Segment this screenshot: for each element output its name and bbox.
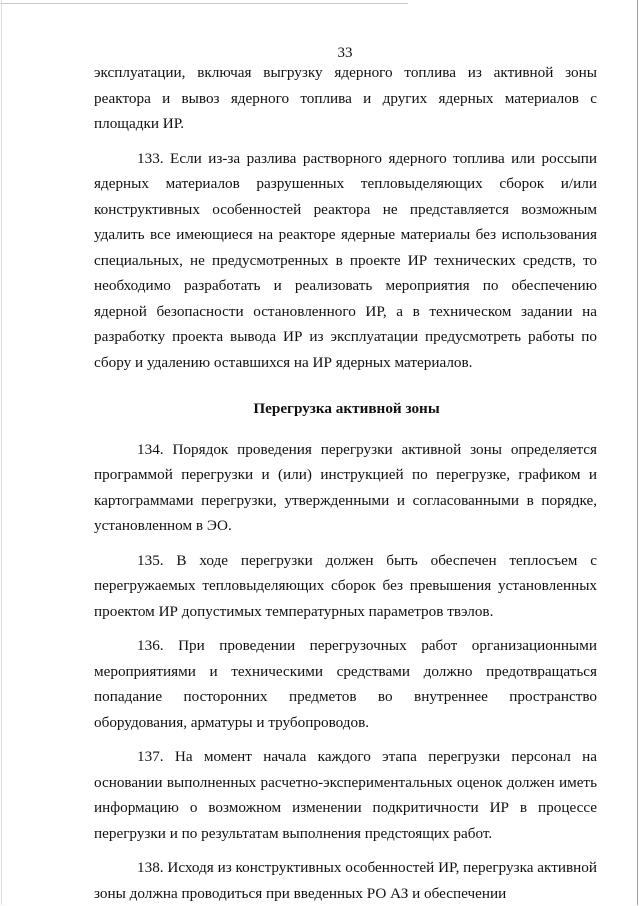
paragraph-continuation: эксплуатации, включая выгрузку ядерного топлива из активной зоны реактора и вывоз ядерного топлива и других ядерных материалов с площадки ИР. bbox=[94, 64, 597, 132]
paragraph-137: 137. На момент начала каждого этапа перегрузки персонал на основании выполненных расчетно-экспериментальных оценок должен иметь информацию о возможном изменении подкритичности ИР в процессе перегрузки и по результатам выполнения предстоящих работ. bbox=[94, 748, 597, 842]
paragraph-134: 134. Порядок проведения перегрузки активной зоны определяется программой перегрузки и (или) инструкцией по перегрузке, графиком и картограммами перегрузки, утвержденными и согласованными в порядке, установленном в ЭО. bbox=[94, 440, 597, 534]
page-number: 33 bbox=[337, 45, 353, 61]
document-body bbox=[94, 60, 597, 906]
paragraph-138: 138. Исходя из конструктивных особенностей ИР, перегрузка активной зоны должна проводиться при введенных РО АЗ и обеспечении bbox=[94, 859, 597, 902]
paragraph-135: 135. В ходе перегрузки должен быть обеспечен теплосъем с перегружаемых тепловыделяющих сборок без превышения установленных проектом ИР допустимых температурных параметров твэлов. bbox=[94, 551, 597, 620]
paragraph-136: 136. При проведении перегрузочных работ организационными мероприятиями и техническими средствами должно предотвращаться попадание посторонних предметов во внутреннее пространство оборудования, арматуры и трубопроводов. bbox=[94, 637, 597, 731]
scan-edge-top bbox=[0, 3, 408, 4]
paragraph-133: 133. Если из-за разлива растворного ядерного топлива или россыпи ядерных материалов разрушенных тепловыделяющих сборок и/или конструктивных особенностей реактора не представляется возможным удалить все имеющиеся на реакторе ядерные материалы без использования специальных, не предусмотренных в проекте ИР технических средств, то необходимо разработать и реализовать мероприятия по обеспечению ядерной безопасности остановленного ИР, а в техническом задании на разработку проекта вывода ИР из эксплуатации предусмотреть работы по сбору и удалению оставшихся на ИР ядерных материалов. bbox=[94, 149, 597, 371]
scan-edge-left bbox=[1, 0, 2, 905]
section-heading: Перегрузка активной зоны bbox=[253, 400, 440, 417]
scan-edge-right bbox=[637, 0, 638, 905]
